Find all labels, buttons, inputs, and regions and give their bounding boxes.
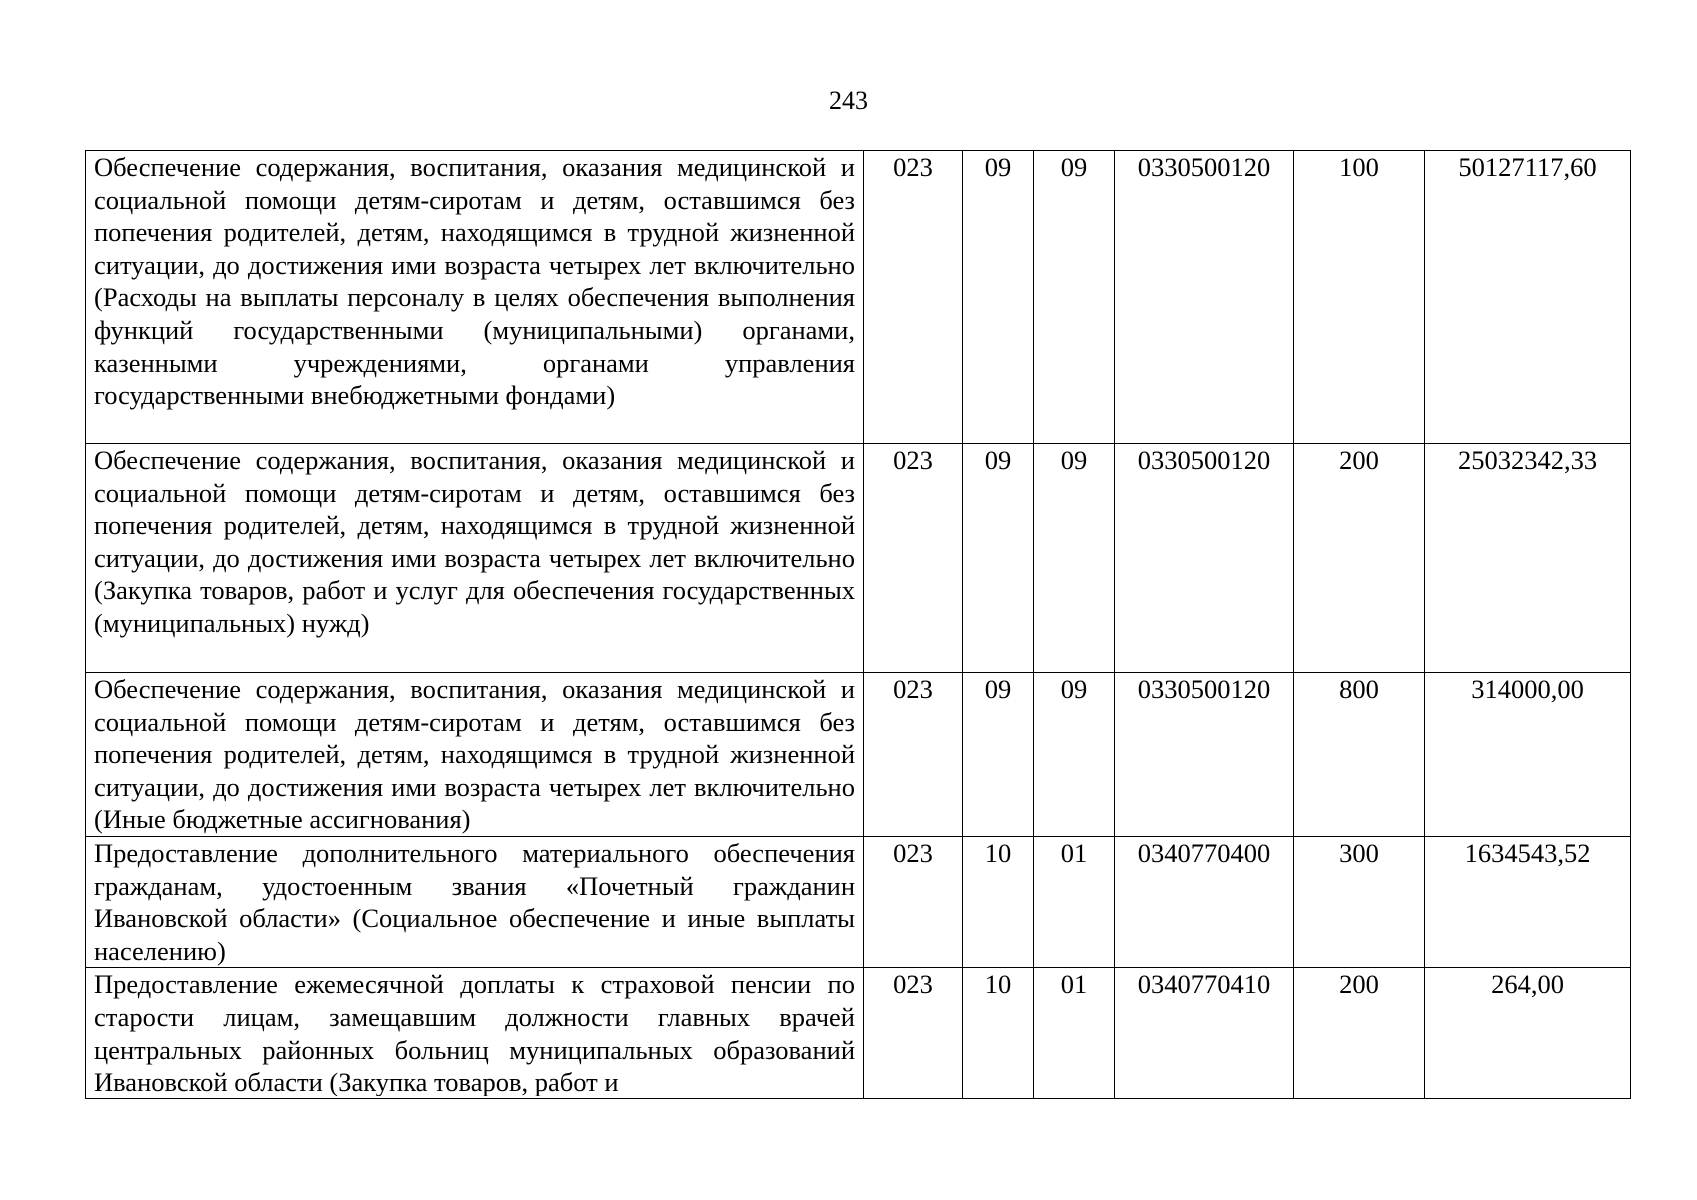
amount-cell: 1634543,52 (1425, 837, 1631, 968)
amount-cell: 314000,00 (1425, 673, 1631, 837)
expense-type-cell: 300 (1294, 837, 1425, 968)
section-code-cell: 09 (963, 151, 1034, 444)
section-code-cell: 09 (963, 673, 1034, 837)
table-row (86, 968, 1631, 1099)
expense-type-cell: 100 (1294, 151, 1425, 444)
page-number: 243 (829, 86, 868, 115)
ministry-code-cell: 023 (864, 151, 963, 444)
target-code-cell: 0330500120 (1115, 151, 1294, 444)
description-cell: Обеспечение содержания, воспитания, оказания медицинской и социальной помощи детям-сиротам и детям, оставшимся без попечения родителей, детям, находящимся в трудной жизненной ситуации, до достижения ими возраста четырех лет включительно (Закупка товаров, работ и услуг для обеспечения государственных (муниципальных) нужд) (86, 444, 864, 673)
amount-cell: 25032342,33 (1425, 444, 1631, 673)
table-row (86, 444, 1631, 673)
ministry-code-cell: 023 (864, 673, 963, 837)
ministry-code-cell: 023 (864, 968, 963, 1099)
target-code-cell: 0340770400 (1115, 837, 1294, 968)
section-code-cell: 09 (963, 444, 1034, 673)
target-code-cell: 0330500120 (1115, 444, 1294, 673)
description-cell: Обеспечение содержания, воспитания, оказания медицинской и социальной помощи детям-сиротам и детям, оставшимся без попечения родителей, детям, находящимся в трудной жизненной ситуации, до достижения ими возраста четырех лет включительно (Иные бюджетные ассигнования) (86, 673, 864, 837)
target-code-cell: 0330500120 (1115, 673, 1294, 837)
amount-cell: 264,00 (1425, 968, 1631, 1099)
subsection-code-cell: 09 (1034, 673, 1115, 837)
description-cell: Предоставление дополнительного материального обеспечения гражданам, удостоенным звания «Почетный гражданин Ивановской области» (Социальное обеспечение и иные выплаты населению) (86, 837, 864, 968)
section-code-cell: 10 (963, 837, 1034, 968)
section-code-cell: 10 (963, 968, 1034, 1099)
subsection-code-cell: 09 (1034, 151, 1115, 444)
expense-type-cell: 200 (1294, 968, 1425, 1099)
target-code-cell: 0340770410 (1115, 968, 1294, 1099)
table-row (86, 673, 1631, 837)
description-text: Предоставление ежемесячной доплаты к страховой пенсии по старости лицам, замещавшим должности главных врачей центральных районных больниц муниципальных образований Ивановской области (Закупка товаров, работ и (94, 969, 855, 1097)
ministry-code-cell: 023 (864, 837, 963, 968)
ministry-code-cell: 023 (864, 444, 963, 673)
budget-table (85, 150, 1631, 1099)
expense-type-cell: 800 (1294, 673, 1425, 837)
amount-cell: 50127117,60 (1425, 151, 1631, 444)
description-cell: Обеспечение содержания, воспитания, оказания медицинской и социальной помощи детям-сиротам и детям, оставшимся без попечения родителей, детям, находящимся в трудной жизненной ситуации, до достижения ими возраста четырех лет включительно (Расходы на выплаты персоналу в целях обеспечения выполнения функций государственными (муниципальными) органами, казенными учреждениями, органами управления государственными внебюджетными фондами) (86, 151, 864, 444)
subsection-code-cell: 01 (1034, 837, 1115, 968)
table-row (86, 837, 1631, 968)
expense-type-cell: 200 (1294, 444, 1425, 673)
description-cell (86, 968, 864, 1099)
subsection-code-cell: 09 (1034, 444, 1115, 673)
table-row (86, 151, 1631, 444)
subsection-code-cell: 01 (1034, 968, 1115, 1099)
